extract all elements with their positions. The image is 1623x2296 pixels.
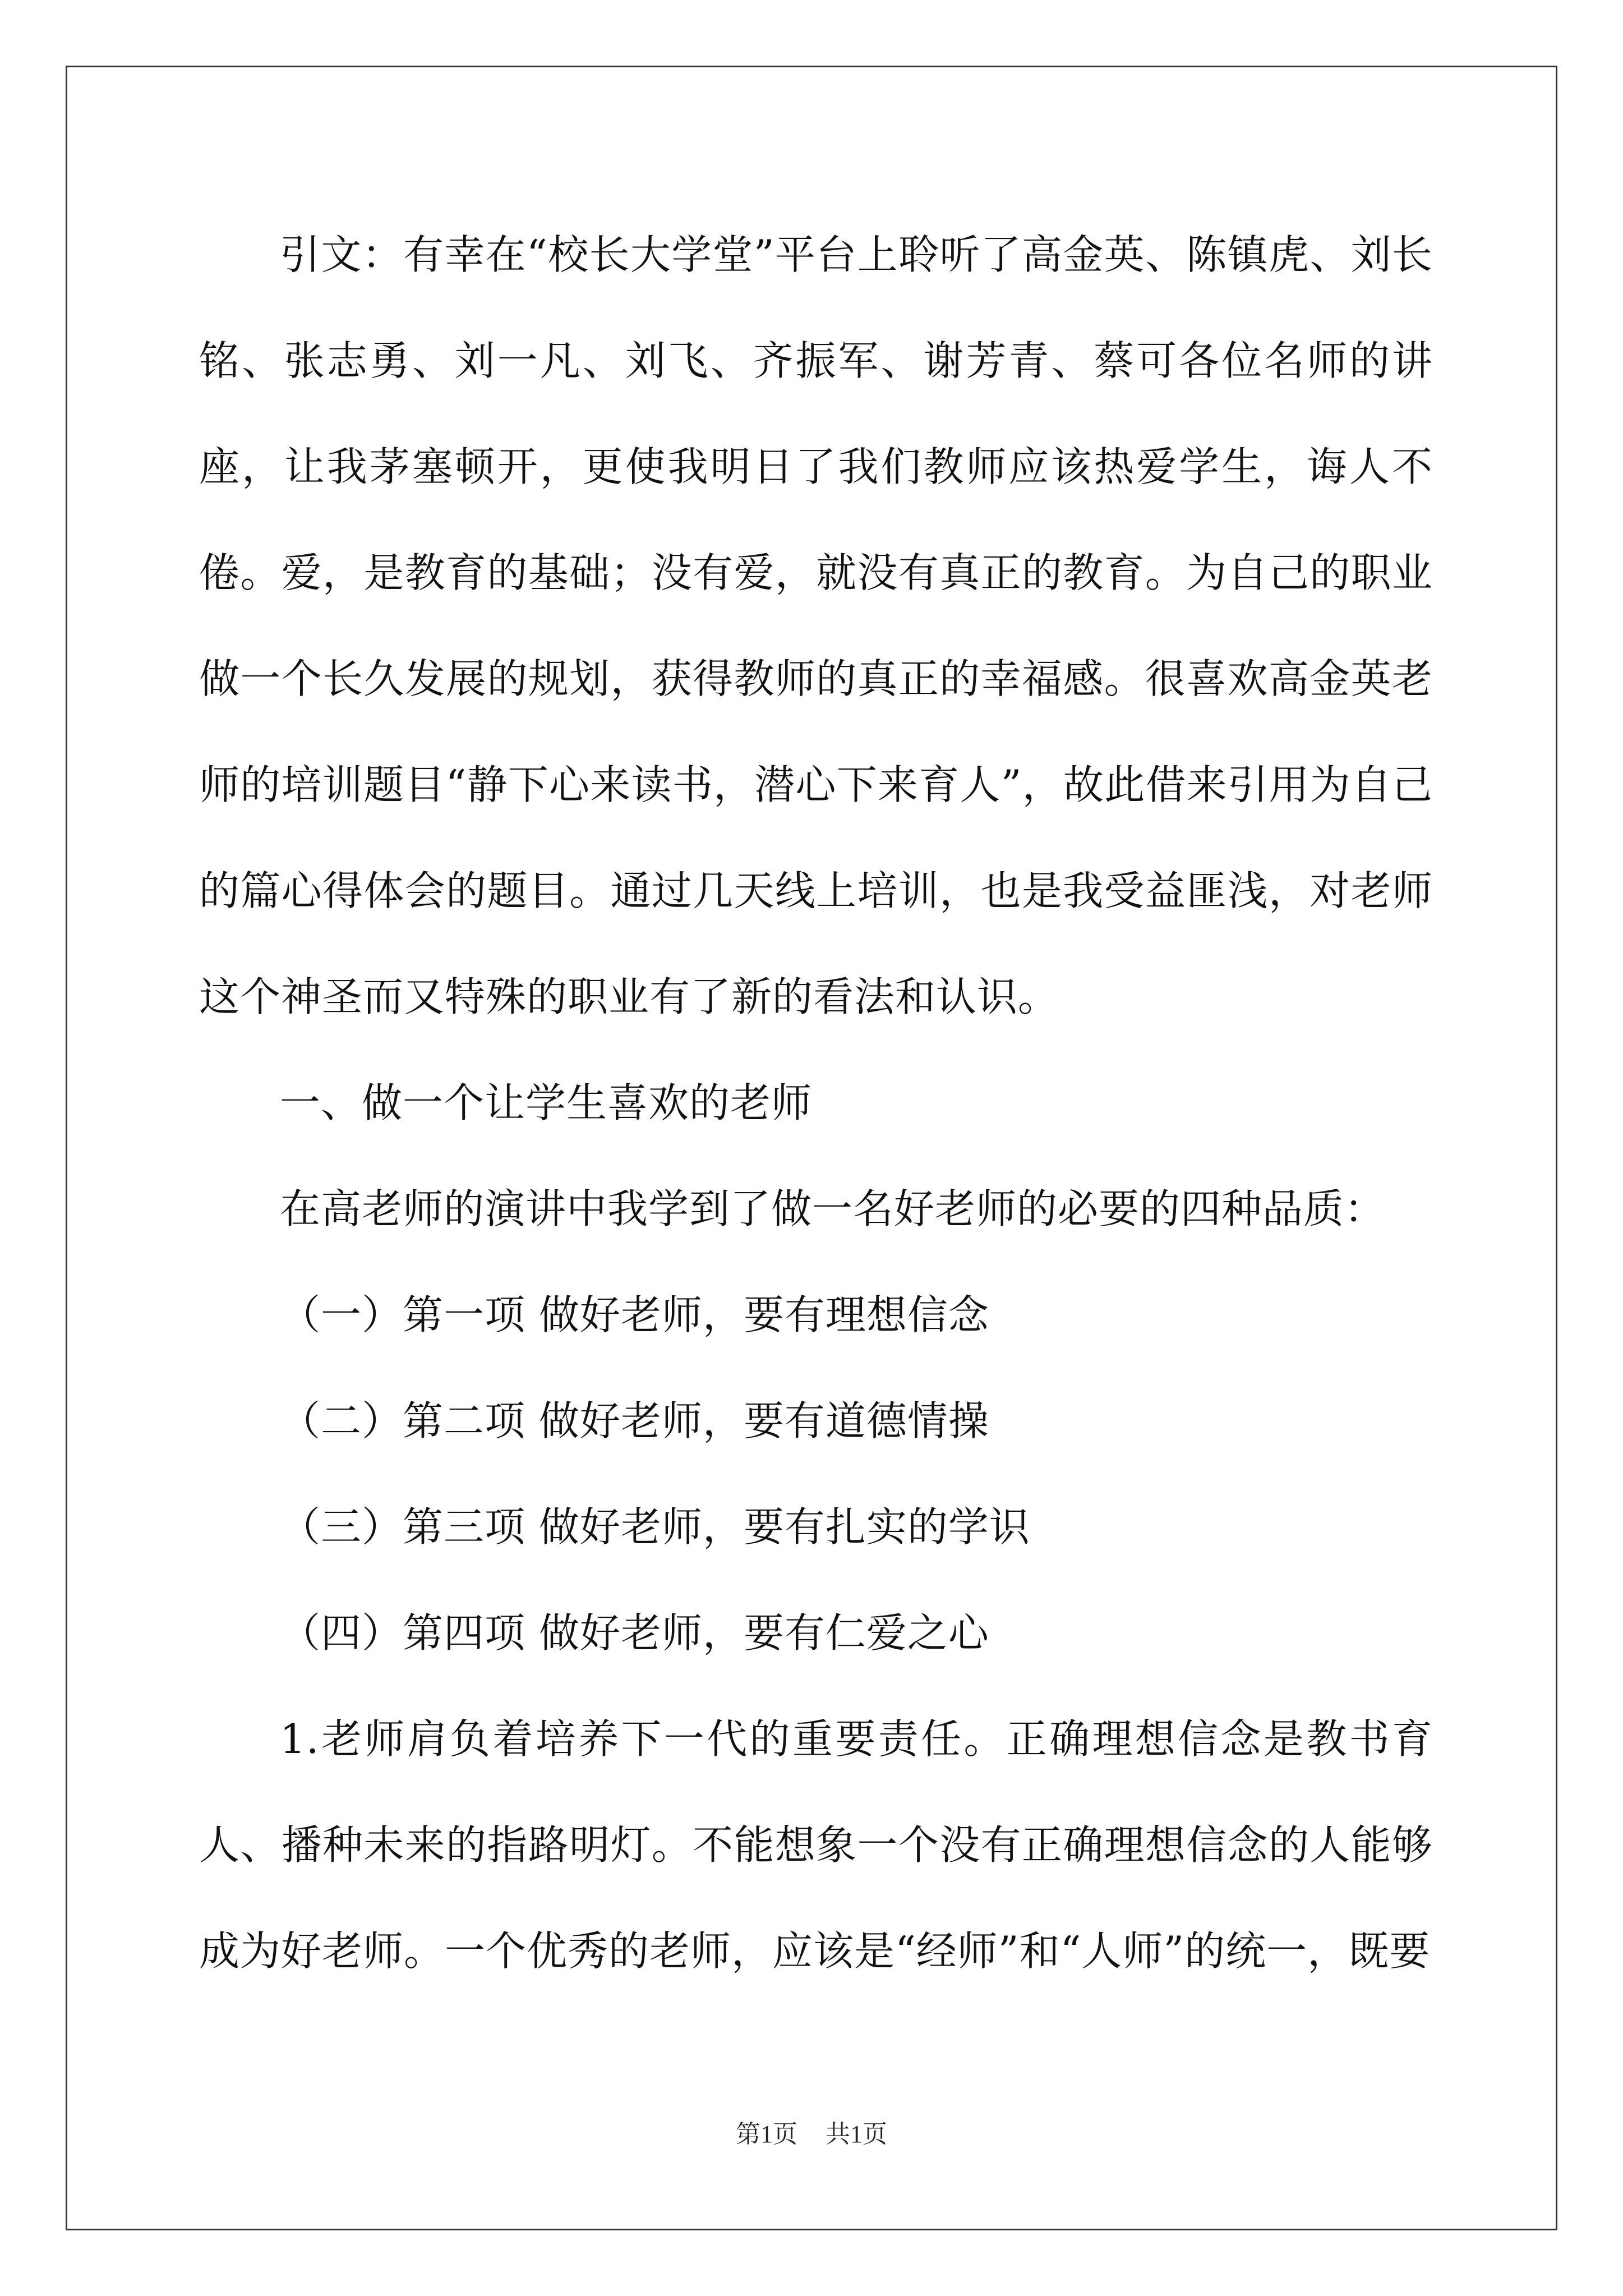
paragraph-point-1: 1.老师肩负着培养下一代的重要责任。正确理想信念是教书育人、播种未来的指路明灯。不能想象一个没有正确理想信念的人能够成为好老师。一个优秀的老师，应该是“经师”和“人师”的统一，既要 [199, 1715, 1433, 1975]
list-item-2: （二）第二项 做好老师，要有道德情操 [280, 1397, 989, 1444]
list-item-3: （三）第三项 做好老师，要有扎实的学识 [280, 1503, 1030, 1550]
section-heading: 一、做一个让学生喜欢的老师 [280, 1079, 813, 1126]
paragraph-intro: 引文：有幸在“校长大学堂”平台上聆听了高金英、陈镇虎、刘长铭、张志勇、刘一凡、刘飞、齐振军、谢芳青、蔡可各位名师的讲座，让我茅塞顿开，更使我明日了我们教师应该热爱学生，诲人不倦。爱，是教育的基础；没有爱，就没有真正的教育。为自己的职业做一个长久发展的规划，获得教师的真正的幸福感。很喜欢高金英老师的培训题目“静下心来读书，潜心下来育人”，故此借来引用为自己的篇心得体会的题目。通过几天线上培训，也是我受益匪浅，对老师这个神圣而又特殊的职业有了新的看法和认识。 [199, 231, 1433, 1020]
list-item-4: （四）第四项 做好老师，要有仁爱之心 [280, 1609, 989, 1657]
paragraph-qualities-intro: 在高老师的演讲中我学到了做一名好老师的必要的四种品质： [280, 1185, 1386, 1232]
document-body [199, 202, 1433, 2004]
page-number-total: 共1页 [826, 2120, 887, 2148]
list-item-1: （一）第一项 做好老师，要有理想信念 [280, 1291, 989, 1338]
page-footer [0, 2114, 1623, 2150]
page-number-current: 第1页 [736, 2120, 797, 2148]
